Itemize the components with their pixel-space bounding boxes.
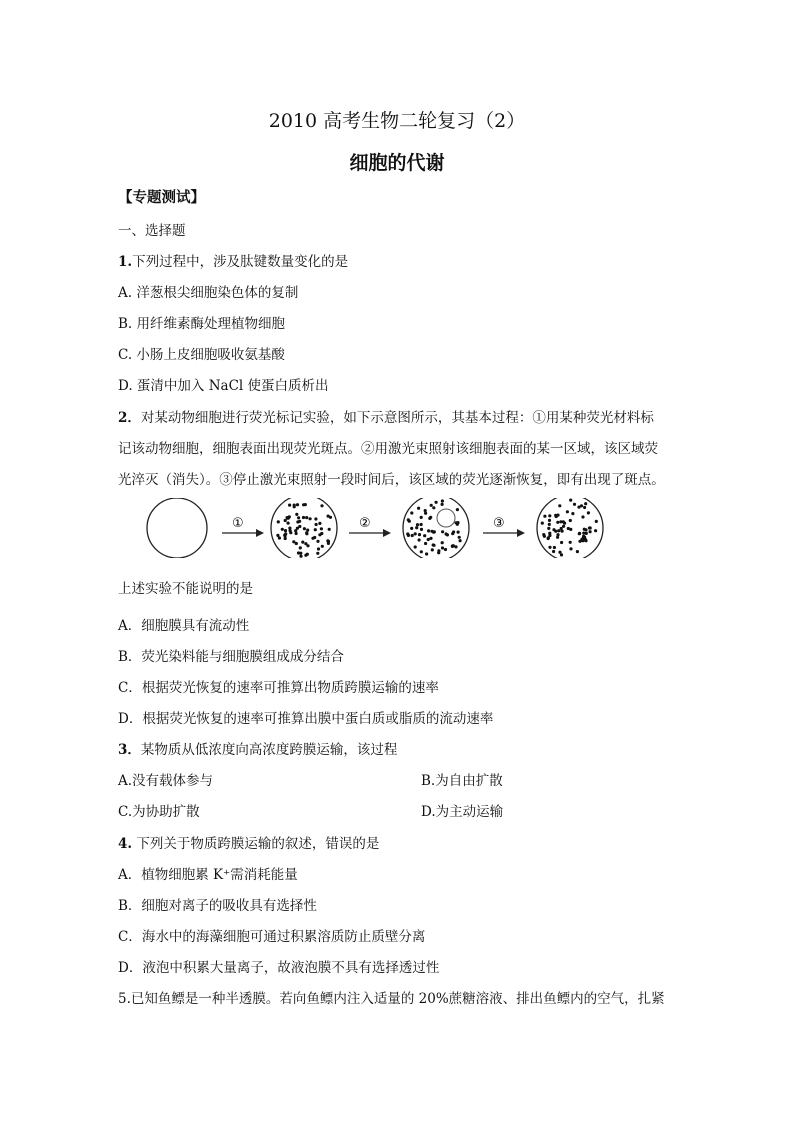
q1-option-b: B. 用纤维素酶处理植物细胞 bbox=[118, 316, 286, 332]
part-label: 一、选择题 bbox=[118, 223, 186, 239]
fluorescent-spot bbox=[569, 519, 572, 522]
fluorescent-spot bbox=[301, 541, 304, 544]
q3-option-c: C.为协助扩散 bbox=[118, 804, 200, 820]
fluorescent-spot bbox=[420, 516, 423, 519]
q2-after: 上述实验不能说明的是 bbox=[118, 581, 253, 597]
fluorescent-spot bbox=[563, 522, 566, 525]
fluorescent-spot bbox=[415, 526, 418, 529]
fluorescent-spot bbox=[295, 542, 298, 545]
fluorescent-spot bbox=[414, 532, 417, 535]
fluorescent-spot bbox=[309, 517, 312, 520]
fluorescent-spot bbox=[430, 530, 433, 533]
fluorescent-spot bbox=[432, 506, 435, 509]
q3-stem bbox=[118, 738, 397, 758]
fluorescent-spot bbox=[316, 540, 319, 543]
q1-number: 1. bbox=[118, 254, 133, 270]
q1-option-d: D. 蛋清中加入 NaCl 使蛋白质析出 bbox=[118, 378, 329, 394]
fluorescent-spot bbox=[583, 506, 586, 509]
q4-option-d: D．液泡中积累大量离子，故液泡膜不具有选择透过性 bbox=[118, 960, 440, 976]
q3-stem-text: 某物质从低浓度向高浓度跨膜运输，该过程 bbox=[140, 742, 398, 758]
q2-number: 2． bbox=[118, 410, 141, 426]
fluorescent-spot bbox=[583, 528, 586, 531]
fluorescent-spot bbox=[556, 536, 559, 539]
fluorescent-spot bbox=[562, 525, 565, 528]
fluorescent-spot bbox=[420, 523, 423, 526]
step-3-label: ③ bbox=[493, 516, 505, 531]
q1-stem-text: 下列过程中，涉及肽键数量变化的是 bbox=[132, 254, 349, 270]
fluorescent-spot bbox=[558, 504, 561, 507]
fluorescent-spot bbox=[554, 514, 557, 517]
fluorescent-spot bbox=[410, 527, 413, 530]
fluorescent-spot bbox=[284, 529, 287, 532]
fluorescent-spot bbox=[441, 499, 444, 502]
q3-option-b: B.为自由扩散 bbox=[421, 773, 503, 789]
step-1-label: ① bbox=[232, 516, 244, 531]
fluorescent-spot bbox=[559, 520, 562, 523]
fluorescent-spot bbox=[573, 503, 576, 506]
q2-line-1-text: 对某动物细胞进行荧光标记实验，如下示意图所示，其基本过程：①用某种荧光材料标 bbox=[140, 410, 654, 426]
q2-option-d: D．根据荧光恢复的速率可推算出膜中蛋白质或脂质的流动速率 bbox=[118, 711, 494, 727]
fluorescent-spot bbox=[587, 511, 590, 514]
fluorescent-spot bbox=[406, 532, 409, 535]
doc-subtitle: 细胞的代谢 bbox=[349, 152, 445, 174]
recovered-cell bbox=[537, 498, 603, 558]
q4-stem bbox=[118, 832, 379, 852]
fluorescent-spot bbox=[431, 548, 434, 551]
fluorescent-spot bbox=[321, 545, 324, 548]
step-2-label: ② bbox=[359, 516, 371, 531]
fluorescent-spot bbox=[577, 506, 580, 509]
fluorescent-spot bbox=[407, 518, 410, 521]
fluorescent-spot bbox=[542, 533, 545, 536]
fluorescent-spot bbox=[304, 542, 307, 545]
fluorescent-spot bbox=[416, 523, 419, 526]
fluorescent-spot bbox=[284, 537, 287, 540]
fluorescent-spot bbox=[437, 549, 440, 552]
bleached-cell bbox=[403, 498, 469, 558]
section-label: 【专题测试】 bbox=[118, 189, 205, 206]
fluorescent-spot bbox=[318, 533, 321, 536]
fluorescent-spot bbox=[296, 520, 299, 523]
fluorescent-spot bbox=[410, 511, 413, 514]
fluorescent-spot bbox=[566, 510, 569, 513]
fluorescent-spot bbox=[548, 546, 551, 549]
fluorescent-spot bbox=[299, 555, 302, 558]
fluorescent-spot bbox=[299, 552, 302, 555]
fluorescent-spot bbox=[456, 508, 459, 511]
fluorescent-spot bbox=[548, 523, 551, 526]
fluorescent-spot bbox=[314, 517, 317, 520]
q2-line-2: 记该动物细胞，细胞表面出现荧光斑点。②用激光束照射该细胞表面的某一区域，该区域荧 bbox=[118, 441, 658, 457]
fluorescent-spot bbox=[459, 539, 462, 542]
fluorescent-spot bbox=[557, 529, 560, 532]
fluorescent-spot bbox=[435, 501, 438, 504]
fluorescent-spot bbox=[299, 546, 302, 549]
fluorescent-spot bbox=[543, 515, 546, 518]
fluorescent-spot bbox=[548, 514, 551, 517]
q2-option-c: C．根据荧光恢复的速率可推算出物质跨膜运输的速率 bbox=[118, 680, 439, 696]
fluorescent-spot bbox=[444, 548, 447, 551]
q1-option-a: A. 洋葱根尖细胞染色体的复制 bbox=[118, 285, 299, 301]
fluorescent-spot bbox=[441, 546, 444, 549]
fluorescent-spot bbox=[547, 537, 550, 540]
fluorescent-spot bbox=[287, 522, 290, 525]
fluorescent-spot bbox=[327, 542, 330, 545]
fluorescent-spot bbox=[430, 504, 433, 507]
fluorescent-spot bbox=[458, 536, 461, 539]
fluorescent-spot bbox=[293, 504, 296, 507]
fluorescent-spot bbox=[429, 516, 432, 519]
arrow-step-1 bbox=[222, 516, 264, 537]
fluorescent-spot bbox=[571, 512, 574, 515]
fluorescent-spot bbox=[541, 522, 544, 525]
fluorescent-spot bbox=[553, 546, 556, 549]
fluorescent-spot bbox=[284, 519, 287, 522]
q4-stem-text: 下列关于物质跨膜运输的叙述，错误的是 bbox=[132, 836, 380, 852]
q1-stem bbox=[118, 250, 348, 270]
fluorescent-spot bbox=[315, 523, 318, 526]
fluorescent-spot bbox=[452, 530, 455, 533]
fluorescent-spot bbox=[456, 521, 459, 524]
fluorescent-spot bbox=[589, 530, 592, 533]
fluorescent-spot bbox=[284, 532, 287, 535]
fluorescent-spot bbox=[441, 503, 444, 506]
fluorescent-spot bbox=[578, 532, 581, 535]
fluorescent-spot bbox=[581, 515, 584, 518]
fluorescent-spot bbox=[318, 522, 321, 525]
fluorescent-spot bbox=[420, 550, 423, 553]
q4-number: 4. bbox=[118, 836, 133, 852]
fluorescent-spot bbox=[548, 534, 551, 537]
fluorescent-spot bbox=[429, 537, 432, 540]
q3-option-d: D.为主动运输 bbox=[421, 804, 504, 820]
fluorescence-figure bbox=[140, 498, 680, 558]
q1-option-c: C. 小肠上皮细胞吸收氨基酸 bbox=[118, 347, 285, 363]
fluorescent-spot bbox=[295, 513, 298, 516]
fluorescent-spot bbox=[320, 527, 323, 530]
fluorescent-spot bbox=[584, 502, 587, 505]
unlabeled-cell bbox=[147, 498, 207, 558]
q2-option-b: B．荧光染料能与细胞膜组成成分结合 bbox=[118, 649, 344, 665]
fluorescent-spot bbox=[432, 543, 435, 546]
fluorescent-spot bbox=[594, 529, 597, 532]
fluorescent-spot bbox=[305, 531, 308, 534]
bleached-region bbox=[437, 509, 455, 527]
fluorescent-spot bbox=[582, 532, 585, 535]
fluorescent-spot bbox=[281, 528, 284, 531]
fluorescent-spot bbox=[427, 538, 430, 541]
fluorescent-spot bbox=[446, 533, 449, 536]
fluorescent-spot bbox=[569, 541, 572, 544]
fluorescent-spot bbox=[441, 530, 444, 533]
q3-option-a: A.没有载体参与 bbox=[118, 773, 214, 789]
fluorescent-spot bbox=[320, 504, 323, 507]
fluorescent-spot bbox=[316, 552, 319, 555]
fluorescent-spot bbox=[584, 538, 587, 541]
fluorescent-spot bbox=[423, 534, 426, 537]
fluorescent-spot bbox=[289, 529, 292, 532]
q2-line-1 bbox=[118, 406, 654, 426]
fluorescent-spot bbox=[560, 541, 563, 544]
doc-title: 2010 高考生物二轮复习（2） bbox=[268, 110, 526, 132]
fluorescent-spot bbox=[302, 503, 305, 506]
fluorescent-spot bbox=[569, 528, 572, 531]
fluorescent-spot bbox=[569, 547, 572, 550]
fluorescent-spot bbox=[418, 533, 421, 536]
fluorescent-spot bbox=[554, 530, 557, 533]
fluorescent-spot bbox=[588, 526, 591, 529]
fluorescent-spot bbox=[556, 521, 559, 524]
fluorescent-spot bbox=[547, 527, 550, 530]
fluorescent-spot bbox=[457, 531, 460, 534]
labeled-cell bbox=[271, 498, 337, 558]
fluorescent-spot bbox=[277, 520, 280, 523]
fluorescent-spot bbox=[295, 532, 298, 535]
fluorescent-spot bbox=[451, 544, 454, 547]
q4-option-a: A．植物细胞累 K⁺需消耗能量 bbox=[118, 867, 298, 883]
fluorescent-spot bbox=[306, 553, 309, 556]
fluorescent-spot bbox=[595, 520, 598, 523]
fluorescent-spot bbox=[286, 516, 289, 519]
fluorescent-spot bbox=[425, 552, 428, 555]
fluorescent-spot bbox=[569, 499, 572, 502]
fluorescent-spot bbox=[548, 519, 551, 522]
fluorescent-spot bbox=[552, 550, 555, 553]
fluorescent-spot bbox=[427, 529, 430, 532]
fluorescent-spot bbox=[297, 516, 300, 519]
fluorescent-spot bbox=[314, 528, 317, 531]
fluorescent-spot bbox=[302, 516, 305, 519]
q2-option-a: A．细胞膜具有流动性 bbox=[118, 618, 250, 634]
arrow-step-2 bbox=[349, 516, 391, 537]
fluorescent-spot bbox=[276, 534, 279, 537]
fluorescent-spot bbox=[420, 528, 423, 531]
fluorescent-spot bbox=[303, 527, 306, 530]
fluorescent-spot bbox=[424, 512, 427, 515]
q2-line-3: 光淬灭（消失）。③停止激光束照射一段时间后，该区域的荧光逐渐恢复，即有出现了斑点。 bbox=[118, 472, 665, 488]
fluorescent-spot bbox=[411, 534, 414, 537]
fluorescent-spot bbox=[560, 527, 563, 530]
q4-option-c: C．海水中的海藻细胞可通过积累溶质防止质壁分离 bbox=[118, 929, 426, 945]
fluorescent-spot bbox=[576, 550, 579, 553]
fluorescent-spot bbox=[560, 553, 563, 556]
arrow-step-3 bbox=[483, 516, 525, 537]
fluorescent-spot bbox=[441, 541, 444, 544]
fluorescent-spot bbox=[317, 547, 320, 550]
fluorescent-spot bbox=[296, 527, 299, 530]
q5-stem: 5.已知鱼鳔是一种半透膜。若向鱼鳔内注入适量的 20%蔗糖溶液、排出鱼鳔内的空气，扎紧 bbox=[118, 991, 665, 1007]
fluorescent-spot bbox=[305, 516, 308, 519]
fluorescent-spot bbox=[327, 515, 330, 518]
fluorescent-spot bbox=[311, 537, 314, 540]
fluorescent-spot bbox=[418, 538, 421, 541]
fluorescent-spot bbox=[414, 545, 417, 548]
fluorescent-spot bbox=[296, 503, 299, 506]
q4-option-b: B．细胞对离子的吸收具有选择性 bbox=[118, 898, 317, 914]
fluorescent-spot bbox=[417, 507, 420, 510]
fluorescent-spot bbox=[578, 540, 581, 543]
fluorescent-spot bbox=[288, 504, 291, 507]
q3-number: 3． bbox=[118, 742, 141, 758]
fluorescent-spot bbox=[306, 529, 309, 532]
fluorescent-spot bbox=[328, 528, 331, 531]
fluorescent-spot bbox=[558, 551, 561, 554]
fluorescent-spot bbox=[424, 542, 427, 545]
